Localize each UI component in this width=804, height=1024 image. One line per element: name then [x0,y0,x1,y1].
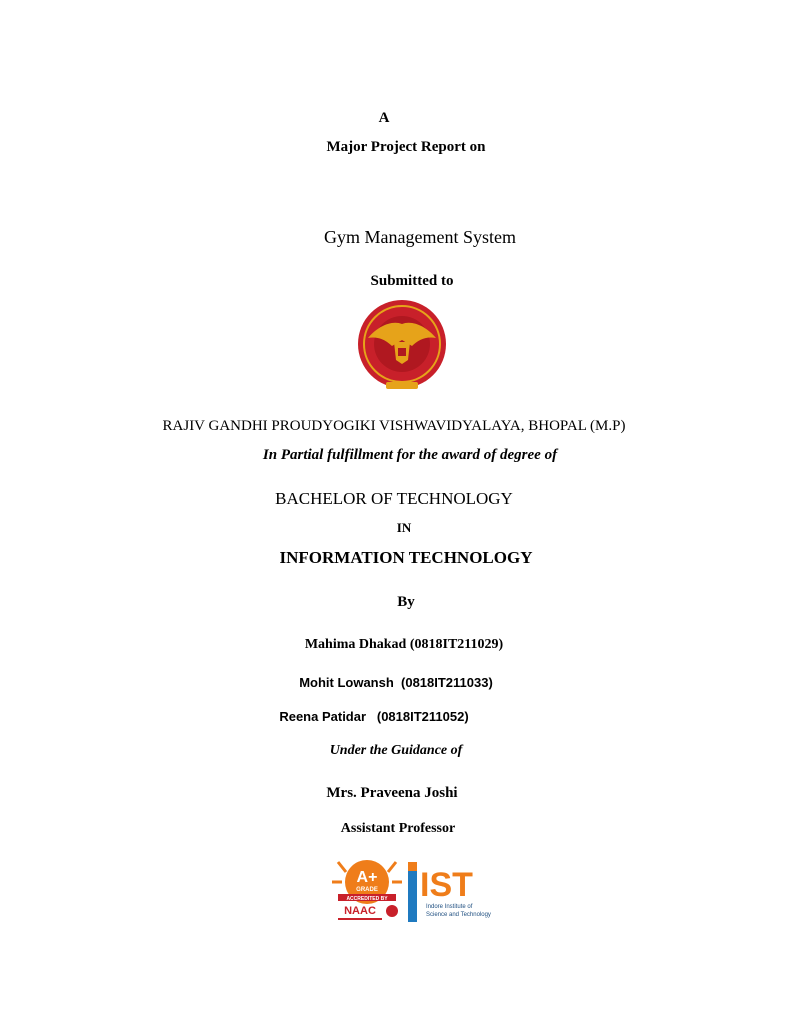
branch: INFORMATION TECHNOLOGY [279,548,533,567]
naac-accredited: ACCREDITED BY [346,896,388,902]
naac-grade-label: GRADE [356,887,378,893]
guidance-text: Under the Guidance of [329,743,463,758]
report-type: Major Project Report on [326,139,486,155]
submitted-to: Submitted to [370,273,454,289]
guide-name: Mrs. Praveena Joshi [326,785,458,801]
naac-logo [332,858,402,924]
iist-caption-2: Science and Technology [426,912,491,918]
student-name: Mohit Lowansh (0818IT211033) [299,675,493,690]
naac-grade: A+ [356,869,378,886]
student-name: Mahima Dhakad (0818IT211029) [304,637,504,652]
line-a: A [378,110,390,126]
iist-letters: IST [420,866,473,904]
fulfillment-text: In Partial fulfillment for the award of degree of [262,447,558,463]
student-name: Reena Patidar (0818IT211052) [279,709,469,724]
iist-caption-1: Indore Institute of [426,904,473,910]
iist-logo [406,860,491,924]
university-emblem [342,298,462,394]
degree: BACHELOR OF TECHNOLOGY [275,489,513,508]
guide-designation: Assistant Professor [340,821,456,836]
university-name: RAJIV GANDHI PROUDYOGIKI VISHWAVIDYALAYA, BHOPAL (M.P) [162,418,626,434]
by-word: By [397,594,415,610]
project-title: Gym Management System [324,227,516,247]
in-word: IN [396,520,412,535]
naac-name: NAAC [344,905,376,917]
